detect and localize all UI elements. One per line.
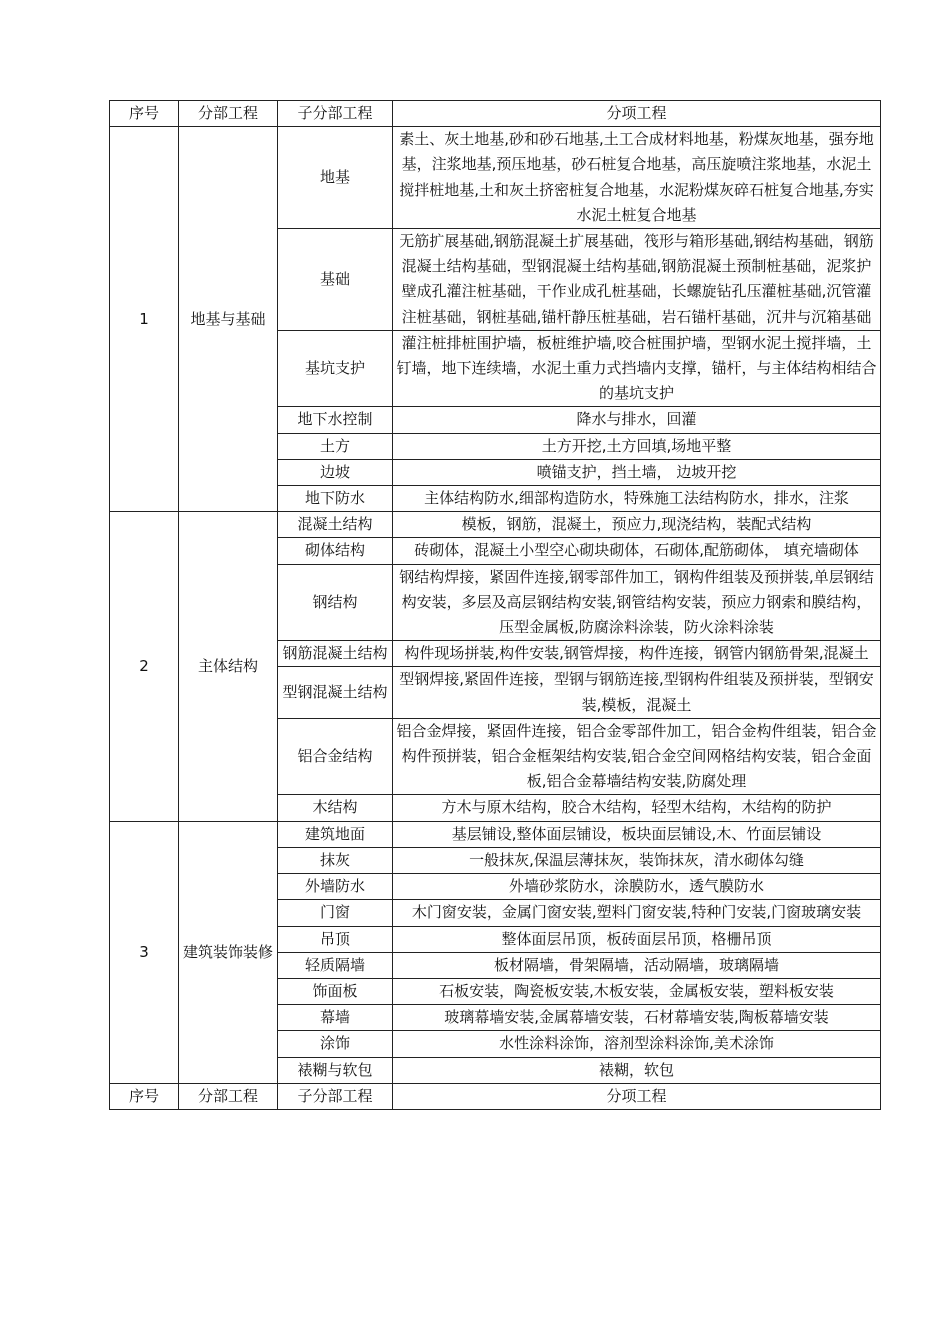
footer-no: 序号: [110, 1083, 179, 1109]
subdivision-name: 土方: [278, 433, 393, 459]
item-list: 玻璃幕墙安装,金属幕墙安装，石材幕墙安装,陶板幕墙安装: [393, 1005, 881, 1031]
item-list: 铝合金焊接，紧固件连接，铝合金零部件加工，铝合金构件组装，铝合金构件预拼装，铝合金框架结构安装,铝合金空间网格结构安装，铝合金面板,铝合金幕墙结构安装,防腐处理: [393, 718, 881, 795]
item-list: 砖砌体，混凝土小型空心砌块砌体，石砌体,配筋砌体， 填充墙砌体: [393, 538, 881, 564]
item-list: 基层铺设,整体面层铺设，板块面层铺设,木、竹面层铺设: [393, 821, 881, 847]
subdivision-name: 地基: [278, 127, 393, 229]
subdivision-name: 砌体结构: [278, 538, 393, 564]
subdivision-name: 型钢混凝土结构: [278, 667, 393, 718]
item-list: 降水与排水，回灌: [393, 407, 881, 433]
subdivision-name: 钢筋混凝土结构: [278, 641, 393, 667]
subdivision-name: 木结构: [278, 795, 393, 821]
item-list: 土方开挖,土方回填,场地平整: [393, 433, 881, 459]
item-list: 裱糊，软包: [393, 1057, 881, 1083]
subdivision-name: 地下防水: [278, 486, 393, 512]
header-subdivision: 子分部工程: [278, 101, 393, 127]
item-list: 板材隔墙，骨架隔墙，活动隔墙，玻璃隔墙: [393, 952, 881, 978]
header-no: 序号: [110, 101, 179, 127]
subdivision-name: 轻质隔墙: [278, 952, 393, 978]
table-row: [110, 512, 881, 538]
subdivision-name: 边坡: [278, 459, 393, 485]
subdivision-name: 饰面板: [278, 978, 393, 1004]
item-list: 整体面层吊顶，板砖面层吊顶，格栅吊顶: [393, 926, 881, 952]
group-number: 3: [110, 821, 179, 1083]
subdivision-name: 地下水控制: [278, 407, 393, 433]
item-list: 外墙砂浆防水，涂膜防水，透气膜防水: [393, 874, 881, 900]
group-number: 1: [110, 127, 179, 512]
subdivision-name: 钢结构: [278, 564, 393, 641]
subdivision-name: 基础: [278, 229, 393, 331]
item-list: 无筋扩展基础,钢筋混凝土扩展基础，筏形与箱形基础,钢结构基础，钢筋混凝土结构基础，型钢混凝土结构基础,钢筋混凝土预制桩基础，泥浆护壁成孔灌注桩基础，干作业成孔桩基础，长螺旋钻孔压灌桩基础,沉管灌注桩基础，钢桩基础,锚杆静压桩基础，岩石锚杆基础，沉井与沉箱基础: [393, 229, 881, 331]
footer-subdivision: 子分部工程: [278, 1083, 393, 1109]
item-list: 模板，钢筋，混凝土，预应力,现浇结构，装配式结构: [393, 512, 881, 538]
subdivision-name: 外墙防水: [278, 874, 393, 900]
subdivision-name: 基坑支护: [278, 330, 393, 407]
item-list: 构件现场拼装,构件安装,钢管焊接，构件连接，钢管内钢筋骨架,混凝土: [393, 641, 881, 667]
item-list: 素土、灰土地基,砂和砂石地基,土工合成材料地基，粉煤灰地基，强夯地基，注浆地基,预压地基，砂石桩复合地基，高压旋喷注浆地基，水泥土搅拌桩地基,土和灰土挤密桩复合地基，水泥粉煤灰碎石桩复合地基,夯实水泥土桩复合地基: [393, 127, 881, 229]
footer-division: 分部工程: [179, 1083, 278, 1109]
item-list: 石板安装，陶瓷板安装,木板安装，金属板安装，塑料板安装: [393, 978, 881, 1004]
item-list: 木门窗安装，金属门窗安装,塑料门窗安装,特种门安装,门窗玻璃安装: [393, 900, 881, 926]
table-row: [110, 127, 881, 229]
division-name: 地基与基础: [179, 127, 278, 512]
subdivision-name: 混凝土结构: [278, 512, 393, 538]
division-name: 主体结构: [179, 512, 278, 821]
subdivision-name: 涂饰: [278, 1031, 393, 1057]
construction-division-table: [109, 100, 881, 1110]
item-list: 一般抹灰,保温层薄抹灰，装饰抹灰，清水砌体勾缝: [393, 847, 881, 873]
item-list: 喷锚支护，挡土墙， 边坡开挖: [393, 459, 881, 485]
subdivision-name: 幕墙: [278, 1005, 393, 1031]
subdivision-name: 建筑地面: [278, 821, 393, 847]
item-list: 型钢焊接,紧固件连接，型钢与钢筋连接,型钢构件组装及预拼装，型钢安装,模板，混凝土: [393, 667, 881, 718]
footer-header-row: [110, 1083, 881, 1109]
footer-items: 分项工程: [393, 1083, 881, 1109]
item-list: 主体结构防水,细部构造防水，特殊施工法结构防水，排水，注浆: [393, 486, 881, 512]
subdivision-name: 裱糊与软包: [278, 1057, 393, 1083]
header-row: [110, 101, 881, 127]
subdivision-name: 铝合金结构: [278, 718, 393, 795]
subdivision-name: 门窗: [278, 900, 393, 926]
header-division: 分部工程: [179, 101, 278, 127]
item-list: 钢结构焊接，紧固件连接,钢零部件加工，钢构件组装及预拼装,单层钢结构安装，多层及高层钢结构安装,钢管结构安装，预应力钢索和膜结构，压型金属板,防腐涂料涂装，防火涂料涂装: [393, 564, 881, 641]
table-row: [110, 821, 881, 847]
item-list: 灌注桩排桩围护墙，板桩维护墙,咬合桩围护墙，型钢水泥土搅拌墙，土钉墙，地下连续墙，水泥土重力式挡墙内支撑，锚杆，与主体结构相结合的基坑支护: [393, 330, 881, 407]
group-number: 2: [110, 512, 179, 821]
division-name: 建筑装饰装修: [179, 821, 278, 1083]
item-list: 水性涂料涂饰，溶剂型涂料涂饰,美术涂饰: [393, 1031, 881, 1057]
header-items: 分项工程: [393, 101, 881, 127]
item-list: 方木与原木结构，胶合木结构，轻型木结构，木结构的防护: [393, 795, 881, 821]
subdivision-name: 吊顶: [278, 926, 393, 952]
subdivision-name: 抹灰: [278, 847, 393, 873]
